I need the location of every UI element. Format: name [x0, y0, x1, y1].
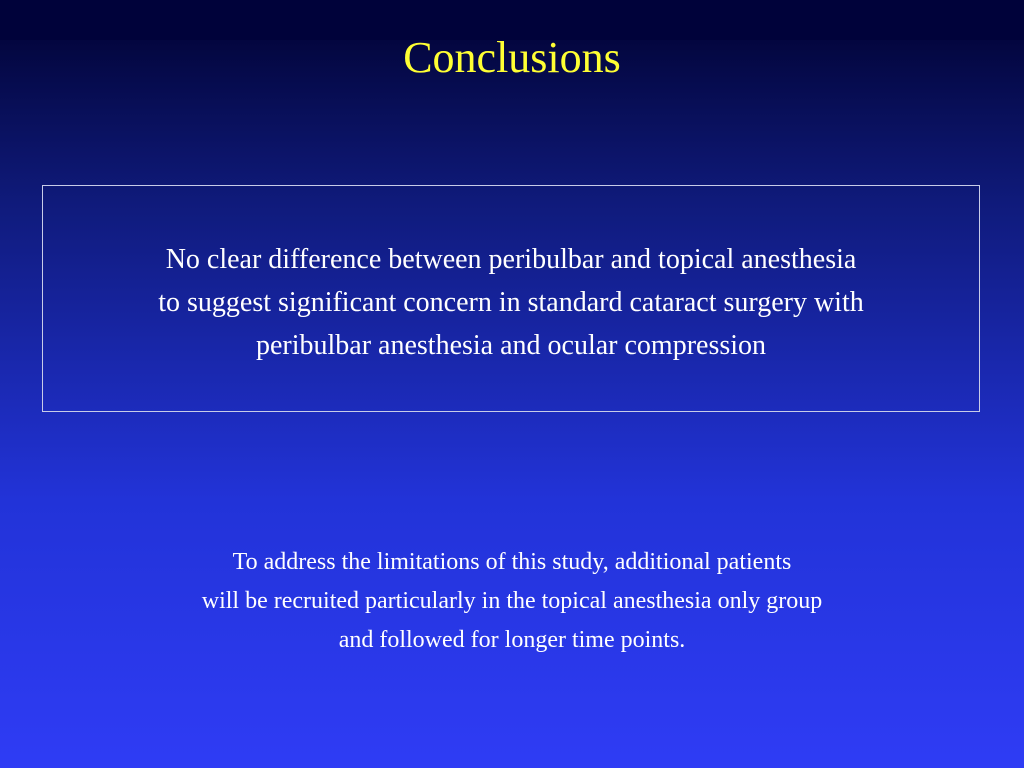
conclusion-box: [42, 185, 980, 412]
slide-title: Conclusions: [403, 33, 621, 82]
conclusion-line: No clear difference between peribulbar and topical anesthesia: [165, 244, 857, 275]
followup-text: [0, 543, 1024, 660]
followup-line: To address the limitations of this study, additional patients: [232, 549, 792, 575]
conclusion-line: to suggest significant concern in standard cataract surgery with: [158, 287, 864, 318]
followup-line: will be recruited particularly in the topical anesthesia only group: [201, 588, 823, 614]
conclusion-line: peribulbar anesthesia and ocular compression: [255, 330, 767, 361]
conclusion-text: [43, 238, 979, 367]
followup-line: and followed for longer time points.: [338, 627, 686, 653]
